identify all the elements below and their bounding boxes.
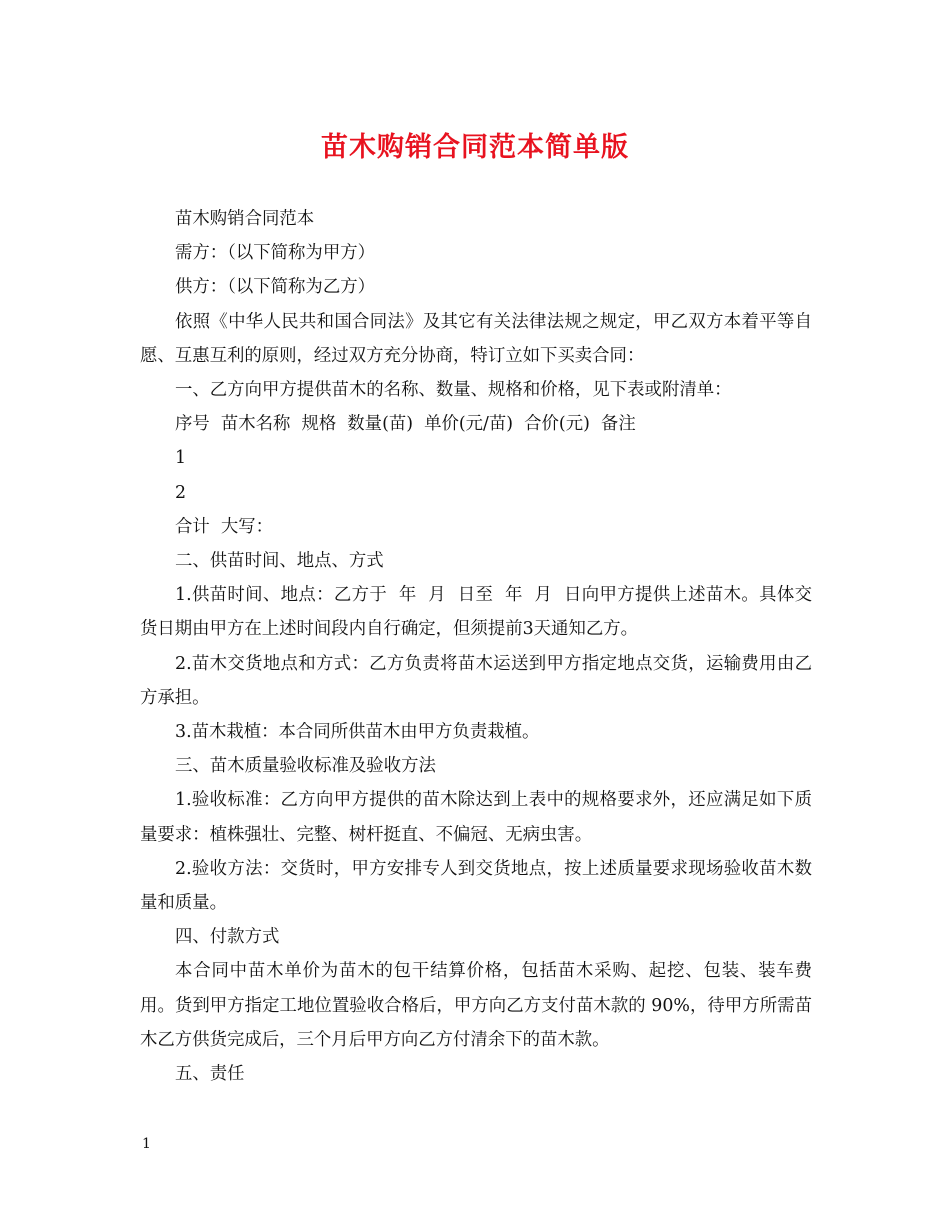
paragraph-buyer: 需方：（以下简称为甲方） [175, 243, 375, 264]
paragraph-preamble: 依照《中华人民共和国合同法》及其它有关法律法规之规定，甲乙双方本着平等自愿、互惠互利的原则，经过双方充分协商，特订立如下买卖合同： [140, 311, 812, 366]
section-three-heading: 三、苗木质量验收标准及验收方法 [175, 756, 436, 777]
section-five-heading: 五、责任 [175, 1064, 245, 1085]
clause-3-2: 2.验收方法：交货时，甲方安排专人到交货地点，按上述质量要求现场验收苗木数量和质量。 [140, 858, 812, 914]
paragraph-subtitle: 苗木购销合同范本 [175, 209, 315, 229]
clause-2-3: 3.苗木栽植：本合同所供苗木由甲方负责栽植。 [175, 722, 540, 743]
table-row-1: 1 [175, 448, 187, 469]
clause-4: 本合同中苗木单价为苗木的包干结算价格，包括苗木采购、起挖、包装、装车费用。货到甲方指定工地位置验收合格后，甲方向乙方支付苗木款的 90%，待甲方所需苗木乙方供货完成后，三个月后甲方向乙方付清余下的苗木款。 [140, 961, 812, 1050]
section-two-heading: 二、供苗时间、地点、方式 [175, 551, 384, 572]
clause-2-2: 2.苗木交货地点和方式：乙方负责将苗木运送到甲方指定地点交货，运输费用由乙方承担。 [140, 653, 812, 708]
page-number: 1 [142, 1136, 151, 1152]
clause-2-1: 1.供苗时间、地点：乙方于 年 月 日至 年 月 日向甲方提供上述苗木。具体交货日期由甲方在上述时间段内自行确定，但须提前3天通知乙方。 [140, 585, 812, 640]
table-total-line: 合计 大写： [175, 516, 274, 537]
table-row-2: 2 [175, 482, 187, 503]
document-title: 苗木购销合同范本简单版 [321, 132, 629, 163]
clause-3-1: 1.验收标准：乙方向甲方提供的苗木除达到上表中的规格要求外，还应满足如下质量要求：植株强壮、完整、树杆挺直、不偏冠、无病虫害。 [140, 790, 812, 845]
document-body [140, 202, 812, 1091]
section-one-heading: 一、乙方向甲方提供苗木的名称、数量、规格和价格，见下表或附清单： [175, 380, 732, 401]
section-four-heading: 四、付款方式 [175, 927, 280, 948]
table-header-line: 序号 苗木名称 规格 数量(苗) 单价(元/苗) 合价(元) 备注 [175, 414, 636, 435]
paragraph-seller: 供方：（以下简称为乙方） [175, 277, 375, 298]
